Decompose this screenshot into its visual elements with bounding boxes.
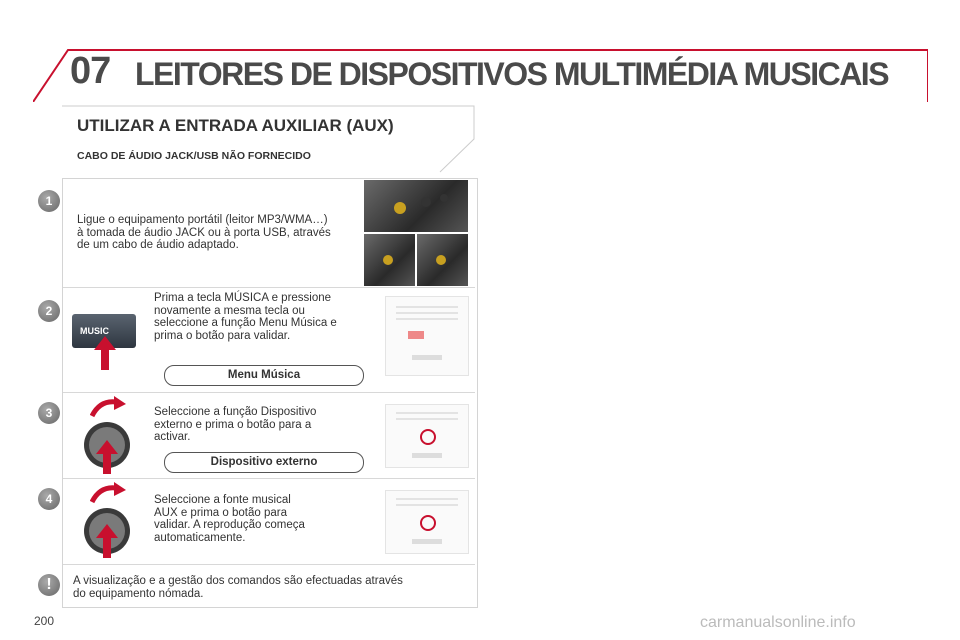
control-panel-illustration	[385, 404, 469, 468]
rotate-arrow-icon	[90, 396, 126, 418]
control-panel-illustration	[385, 296, 469, 376]
press-arrow-icon	[94, 336, 116, 370]
step-4-text: Seleccione a fonte musical AUX e prima o botão para validar. A reprodução começa automaticamente.	[154, 494, 305, 544]
menu-musica-label: Menu Música	[164, 365, 364, 386]
control-panel-illustration	[385, 490, 469, 554]
divider	[63, 478, 475, 479]
step-1-text: Ligue o equipamento portátil (leitor MP3/WMA…) à tomada de áudio JACK ou à porta USB, através de um cabo de áudio adaptado.	[77, 214, 331, 251]
chapter-number: 07	[70, 50, 111, 92]
step-badge-2: 2	[38, 300, 60, 322]
section-frame	[62, 104, 477, 174]
page-number: 200	[34, 614, 55, 628]
section-title: UTILIZAR A ENTRADA AUXILIAR (AUX)	[77, 116, 394, 135]
page-title: LEITORES DE DISPOSITIVOS MULTIMÉDIA MUSICAIS	[135, 56, 889, 92]
note-text: A visualização e a gestão dos comandos são efectuadas através do equipamento nómada.	[73, 575, 403, 600]
step-badge-4: 4	[38, 488, 60, 510]
divider	[63, 392, 475, 393]
press-arrow-icon	[96, 440, 118, 474]
warning-icon: !	[38, 574, 60, 596]
divider	[63, 564, 475, 565]
step-2-text: Prima a tecla MÚSICA e pressione novamente a mesma tecla ou seleccione a função Menu Música e prima o botão para validar.	[154, 292, 337, 342]
jack-usb-photo	[364, 180, 468, 232]
step-3-text: Seleccione a função Dispositivo externo e prima o botão para a activar.	[154, 406, 317, 443]
music-key: MUSIC	[72, 314, 136, 348]
divider	[63, 287, 475, 288]
step-badge-3: 3	[38, 402, 60, 424]
jack-photo	[364, 234, 415, 286]
section-subtitle: CABO DE ÁUDIO JACK/USB NÃO FORNECIDO	[77, 150, 311, 162]
press-arrow-icon	[96, 524, 118, 558]
usb-photo	[417, 234, 468, 286]
rotate-arrow-icon	[90, 482, 126, 504]
watermark: carmanualsonline.info	[700, 614, 856, 631]
step-badge-1: 1	[38, 190, 60, 212]
dispositivo-externo-label: Dispositivo externo	[164, 452, 364, 473]
